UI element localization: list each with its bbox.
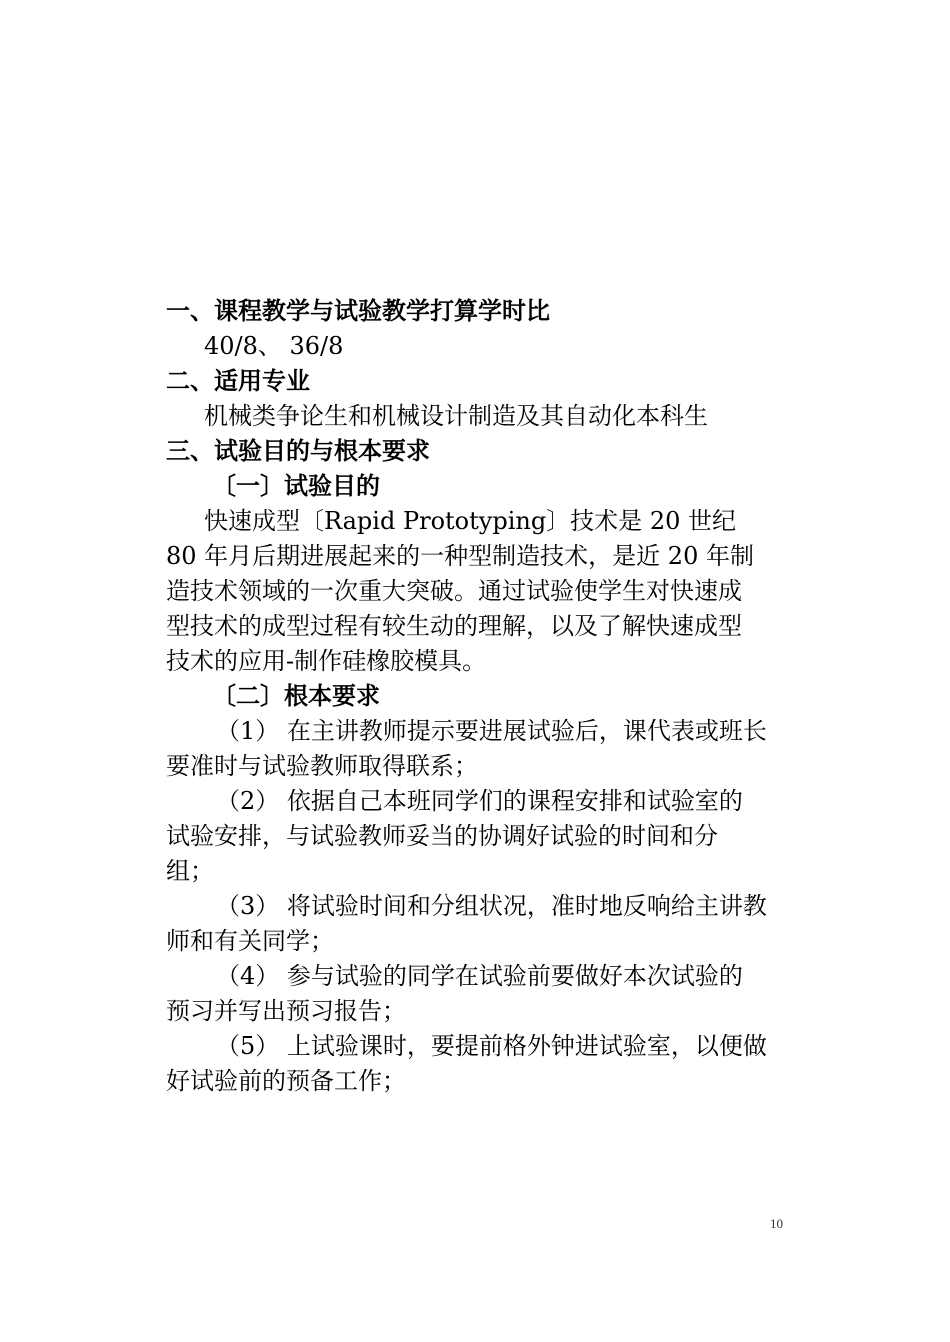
subheading-requirements: 〔二〕根本要求 xyxy=(212,682,380,710)
document-body xyxy=(166,294,796,1099)
requirement-item-3-cont: 师和有关同学； xyxy=(166,927,334,955)
purpose-paragraph-line: 快速成型〔Rapid Prototyping〕技术是 20 世纪 xyxy=(204,507,736,535)
purpose-paragraph-line: 80 年月后期进展起来的一种型制造技术，是近 20 年制 xyxy=(166,542,754,570)
requirement-item-2-cont: 组； xyxy=(166,857,214,885)
requirement-item-3: （3） 将试验时间和分组状况，准时地反响给主讲教 xyxy=(216,892,767,920)
purpose-paragraph-line: 技术的应用-制作硅橡胶模具。 xyxy=(166,647,487,675)
requirement-item-1: （1） 在主讲教师提示要进展试验后，课代表或班长 xyxy=(216,717,767,745)
requirement-item-1-cont: 要准时与试验教师取得联系； xyxy=(166,752,478,780)
ratio-value: 40/8、 36/8 xyxy=(204,332,344,360)
purpose-paragraph-line: 造技术领域的一次重大突破。通过试验使学生对快速成 xyxy=(166,577,742,605)
page-number: 10 xyxy=(770,1216,783,1231)
section-heading-ratio: 一、课程教学与试验教学打算学时比 xyxy=(166,297,550,325)
requirement-item-4: （4） 参与试验的同学在试验前要做好本次试验的 xyxy=(216,962,743,990)
subheading-purpose: 〔一〕试验目的 xyxy=(212,472,380,500)
requirement-item-5-cont: 好试验前的预备工作； xyxy=(166,1067,406,1095)
requirement-item-2-cont: 试验安排，与试验教师妥当的协调好试验的时间和分 xyxy=(166,822,718,850)
purpose-paragraph-line: 型技术的成型过程有较生动的理解，以及了解快速成型 xyxy=(166,612,742,640)
majors-text: 机械类争论生和机械设计制造及其自动化本科生 xyxy=(204,402,708,430)
requirement-item-4-cont: 预习并写出预习报告； xyxy=(166,997,406,1025)
section-heading-objectives: 三、试验目的与根本要求 xyxy=(166,437,430,465)
section-heading-majors: 二、适用专业 xyxy=(166,367,310,395)
requirement-item-5: （5） 上试验课时，要提前格外钟进试验室，以便做 xyxy=(216,1032,767,1060)
requirement-item-2: （2） 依据自己本班同学们的课程安排和试验室的 xyxy=(216,787,743,815)
